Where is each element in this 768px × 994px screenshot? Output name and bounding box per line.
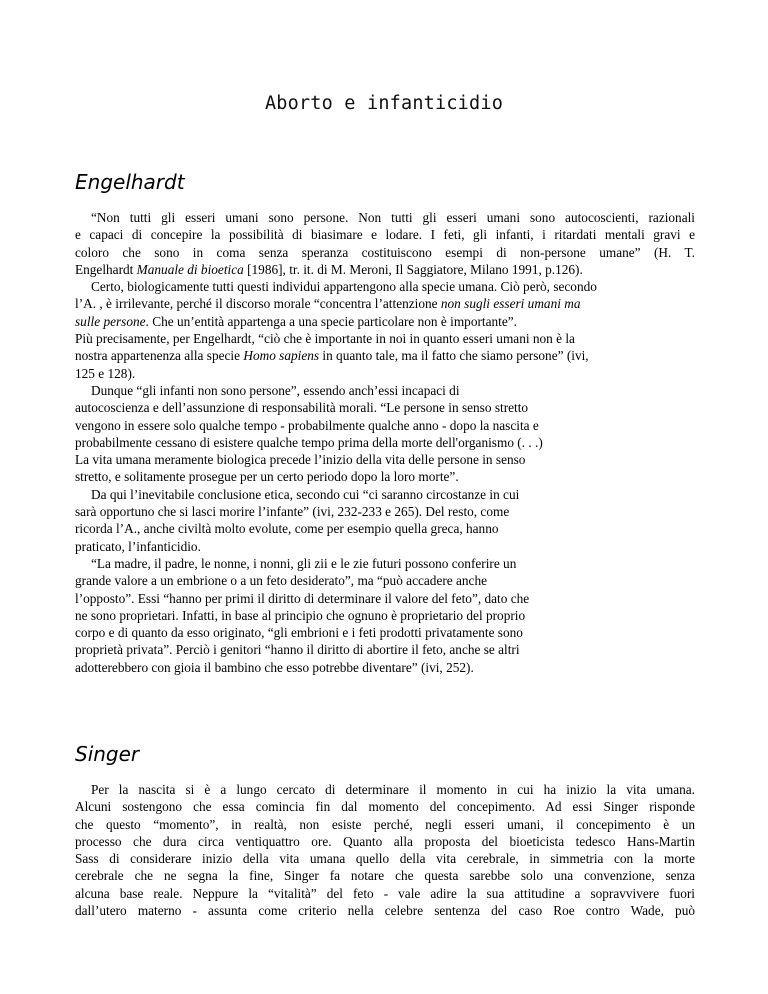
text-line: corpo e di quanto da esso originato, “gli embrioni e i feti prodotti privatamente sono bbox=[75, 625, 523, 641]
text-line: autocoscienza e dell’assunzione di responsabilità morali. “Le persone in senso stretto bbox=[75, 400, 529, 416]
text-line: grande valore a un embrione o a un feto desiderato”, ma “può accadere anche bbox=[75, 573, 487, 589]
text-line bbox=[75, 347, 695, 364]
text-line: cerebrale che ne segna la fine, Singer fa notare che questa sarebbe solo una convenzione, senza bbox=[75, 868, 695, 884]
text-line bbox=[75, 295, 695, 312]
section-heading-singer: Singer bbox=[75, 742, 140, 766]
text-line: adotterebbero con gioia il bambino che esso potrebbe diventare” (ivi, 252). bbox=[75, 659, 474, 675]
text-line: sarà opportuno che si lasci morire l’infante” (ivi, 232-233 e 265). Del resto, come bbox=[75, 504, 510, 520]
singer-body bbox=[75, 781, 695, 919]
emphasis: sulle persone bbox=[75, 313, 146, 329]
text-line: Alcuni sostengono che essa comincia fin dal momento del concepimento. Ad essi Singer risponde bbox=[75, 799, 695, 815]
text-fragment: in quanto tale, ma il fatto che siamo persone” (ivi, bbox=[319, 348, 589, 364]
text-line: stretto, e solitamente prosegue per un certo periodo dopo la loro morte”. bbox=[75, 469, 459, 485]
engelhardt-body bbox=[75, 209, 695, 676]
text-line: ricorda l’A., anche civiltà molto evolute, come per esempio quella greca, hanno bbox=[75, 521, 499, 537]
text-fragment: l’A. , è irrilevante, perché il discorso morale “concentra l’attenzione bbox=[75, 296, 438, 312]
text-line: l’opposto”. Essi “hanno per primi il diritto di determinare il valore del feto”, dato che bbox=[75, 590, 530, 606]
text-line: proprietà privata”. Perciò i genitori “hanno il diritto di abortire il feto, anche se altri bbox=[75, 642, 520, 658]
text-line bbox=[75, 313, 695, 330]
text-fragment: Engelhardt bbox=[75, 261, 134, 277]
text-line: probabilmente cessano di esistere qualche tempo prima della morte dell'organismo (. . .) bbox=[75, 434, 543, 450]
text-fragment: nostra appartenenza alla specie bbox=[75, 348, 241, 364]
text-line: coloro che sono in coma senza speranza costituiscono esempi di non-persone umane” (H. T. bbox=[75, 244, 695, 260]
text-line: Sass di considerare inizio della vita umana quello della vita cerebrale, in simmetria con la morte bbox=[75, 851, 695, 867]
section-heading-engelhardt: Engelhardt bbox=[75, 170, 185, 194]
text-line: ne sono proprietari. Infatti, in base al principio che ognuno è proprietario del proprio bbox=[75, 607, 526, 623]
text-line: vengono in essere solo qualche tempo - probabilmente qualche anno - dopo la nascita e bbox=[75, 417, 539, 433]
species-name: Homo sapiens bbox=[243, 348, 320, 364]
text-line: dall’utero materno - assunta come criterio nella celebre sentenza del caso Roe contro Wade, può bbox=[75, 903, 695, 919]
text-line: La vita umana meramente biologica precede l’inizio della vita delle persone in senso bbox=[75, 452, 526, 468]
text-line: “La madre, il padre, le nonne, i nonni, gli zii e le zie futuri possono conferire un bbox=[91, 555, 517, 571]
text-line bbox=[75, 261, 695, 278]
text-line: alcuna base reale. Neppure la “vitalità” del feto - vale adire la sua attitudine a sopravvivere fuori bbox=[75, 885, 695, 901]
text-line: processo che dura circa ventiquattro ore. Quanto alla proposta del bioeticista tedesco Hans-Martin bbox=[75, 833, 695, 849]
text-line: Da qui l’inevitabile conclusione etica, secondo cui “ci saranno circostanze in cui bbox=[91, 486, 520, 502]
text-line: 125 e 128). bbox=[75, 365, 136, 381]
text-fragment: [1986], tr. it. di M. Meroni, Il Saggiatore, Milano 1991, p.126). bbox=[247, 261, 583, 277]
text-line: e capaci di concepire la possibilità di biasimare e lodare. I feti, gli infanti, i ritardati mentali gravi e bbox=[75, 227, 695, 243]
text-line: Dunque “gli infanti non sono persone”, essendo anch’essi incapaci di bbox=[91, 382, 460, 398]
text-line: praticato, l’infanticidio. bbox=[75, 538, 201, 554]
emphasis: non sugli esseri umani ma bbox=[440, 296, 581, 312]
text-line: che questo “momento”, in realtà, non esiste perché, negli esseri umani, il concepimento è un bbox=[75, 816, 695, 832]
text-fragment: . Che un’entità appartenga a una specie particolare non è importante”. bbox=[145, 313, 517, 329]
document-title: Aborto e infanticidio bbox=[264, 93, 504, 114]
book-title: Manuale di bioetica bbox=[136, 261, 244, 277]
text-line: Per la nascita si è a lungo cercato di determinare il momento in cui ha inizio la vita umana. bbox=[91, 782, 695, 797]
text-line: Più precisamente, per Engelhardt, “ciò che è importante in noi in quanto esseri umani non è la bbox=[75, 331, 575, 347]
text-line: Certo, biologicamente tutti questi individui appartengono alla specie umana. Ciò però, secondo bbox=[91, 279, 597, 295]
text-line: “Non tutti gli esseri umani sono persone. Non tutti gli esseri umani sono autocoscienti, razionali bbox=[91, 210, 695, 225]
